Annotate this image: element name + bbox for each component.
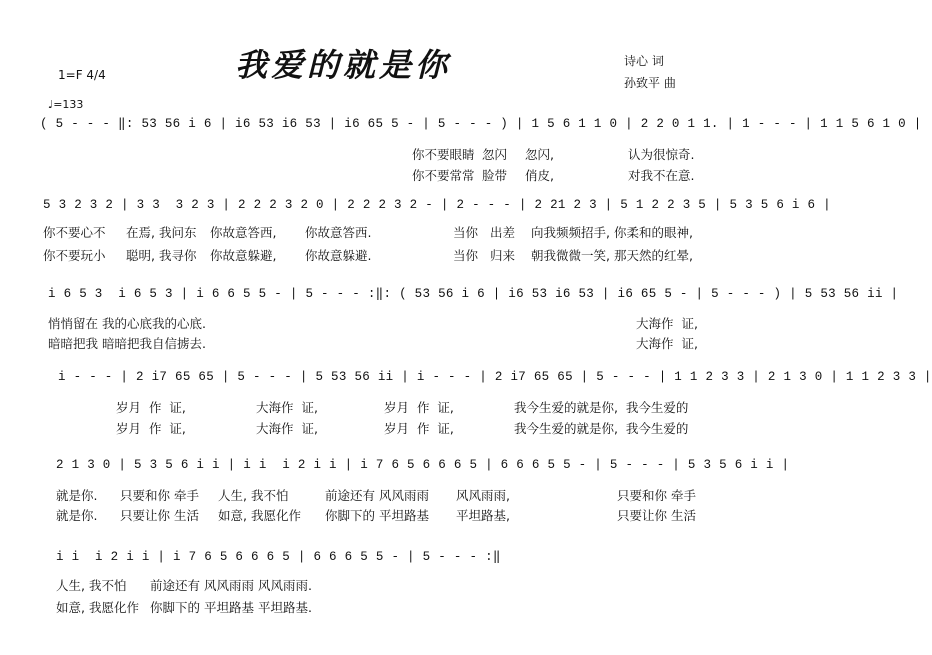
lyric: 就是你.	[56, 488, 98, 503]
lyricist: 诗心 词	[624, 54, 664, 68]
lyric: 你不要常常	[412, 168, 475, 183]
lyric: 悄悄留在 我的心底我的心底.	[48, 316, 206, 331]
lyric: 当你	[453, 248, 479, 263]
notation-line: 2 1 3 0 | 5 3 5 6 i i | i i i 2 i i | i 7 6 5 6 6 6 5 | 6 6 6 5 5 - | 5 - - - | 5 3 5 6 i i |	[56, 458, 790, 472]
notation-line: ( 5 - - - ‖: 53 56 i 6 | i6 53 i6 53 | i6 65 5 - | 5 - - - ) | 1 5 6 1 1 0 | 2 2 0 1 1. | 1 - - - | 1 1 5 6 1 0 |	[40, 117, 922, 131]
lyric: 你故意躲避.	[305, 248, 372, 263]
lyric: 出差	[490, 225, 516, 240]
lyric: 暗暗把我 暗暗把我自信掳去.	[48, 336, 206, 351]
lyric: 平坦路基,	[456, 508, 510, 523]
lyric: 就是你.	[56, 508, 98, 523]
lyric: 岁月 作 证,	[384, 421, 454, 436]
lyric: 人生, 我不怕	[56, 578, 127, 593]
lyric: 忽闪,	[525, 147, 554, 162]
lyric: 对我不在意.	[628, 168, 695, 183]
tempo: ♩=133	[48, 98, 84, 111]
lyric: 聪明, 我寻你	[126, 248, 197, 263]
lyric: 朝我微微一笑, 那天然的红晕,	[531, 248, 693, 263]
lyric: 你脚下的 平坦路基	[325, 508, 429, 523]
lyric: 你脚下的 平坦路基 平坦路基.	[150, 600, 312, 615]
lyric: 归来	[490, 248, 516, 263]
lyric: 我今生爱的就是你, 我今生爱的	[514, 400, 689, 415]
lyric: 向我频频招手, 你柔和的眼神,	[531, 225, 693, 240]
lyric: 你不要眼睛	[412, 147, 475, 162]
lyric: 如意, 我愿化作	[218, 508, 301, 523]
notation-line: i - - - | 2 i7 65 65 | 5 - - - | 5 53 56 ii | i - - - | 2 i7 65 65 | 5 - - - | 1 1 2 3 3 | 2 1 3 0 | 1 1 2 3 3 |	[58, 370, 932, 384]
lyric: 脸带	[482, 168, 508, 183]
lyric: 你不要玩小	[43, 248, 106, 263]
lyric: 在焉, 我问东	[126, 225, 197, 240]
lyric: 大海作 证,	[256, 400, 318, 415]
lyric: 你故意答西.	[305, 225, 372, 240]
lyric: 俏皮,	[525, 168, 554, 183]
lyric: 我今生爱的就是你, 我今生爱的	[514, 421, 689, 436]
notation-line: i 6 5 3 i 6 5 3 | i 6 6 5 5 - | 5 - - - :‖: ( 53 56 i 6 | i6 53 i6 53 | i6 65 5 - | 5 - - - ) | 5 53 56 ii |	[48, 287, 899, 301]
lyric: 前途还有 风风雨雨 风风雨雨.	[150, 578, 312, 593]
lyric: 你故意躲避,	[210, 248, 277, 263]
lyric: 大海作 证,	[256, 421, 318, 436]
lyric: 岁月 作 证,	[116, 421, 186, 436]
lyric: 如意, 我愿化作	[56, 600, 139, 615]
notation-line: 5 3 2 3 2 | 3 3 3 2 3 | 2 2 2 3 2 0 | 2 2 2 3 2 - | 2 - - - | 2 21 2 3 | 5 1 2 2 3 5 | 5 3 5 6 i 6 |	[43, 198, 831, 212]
lyric: 当你	[453, 225, 479, 240]
lyric: 你不要心不	[43, 225, 106, 240]
notation-line: i i i 2 i i | i 7 6 5 6 6 6 5 | 6 6 6 5 5 - | 5 - - - :‖	[56, 550, 501, 564]
lyric: 只要和你 牵手	[120, 488, 199, 503]
lyric: 只要和你 牵手	[617, 488, 696, 503]
lyric: 只要让你 生活	[120, 508, 199, 523]
lyric: 忽闪	[482, 147, 508, 162]
lyric: 大海作 证,	[636, 336, 698, 351]
lyric: 风风雨雨,	[456, 488, 510, 503]
lyric: 人生, 我不怕	[218, 488, 289, 503]
lyric: 你故意答西,	[210, 225, 277, 240]
key-signature: 1=F 4/4	[58, 68, 106, 82]
lyric: 岁月 作 证,	[384, 400, 454, 415]
lyric: 只要让你 生活	[617, 508, 696, 523]
lyric: 大海作 证,	[636, 316, 698, 331]
lyric: 前途还有 风风雨雨	[325, 488, 429, 503]
lyric: 岁月 作 证,	[116, 400, 186, 415]
song-title: 我爱的就是你	[235, 46, 452, 84]
lyric: 认为很惊奇.	[628, 147, 695, 162]
composer: 孙致平 曲	[624, 76, 676, 90]
